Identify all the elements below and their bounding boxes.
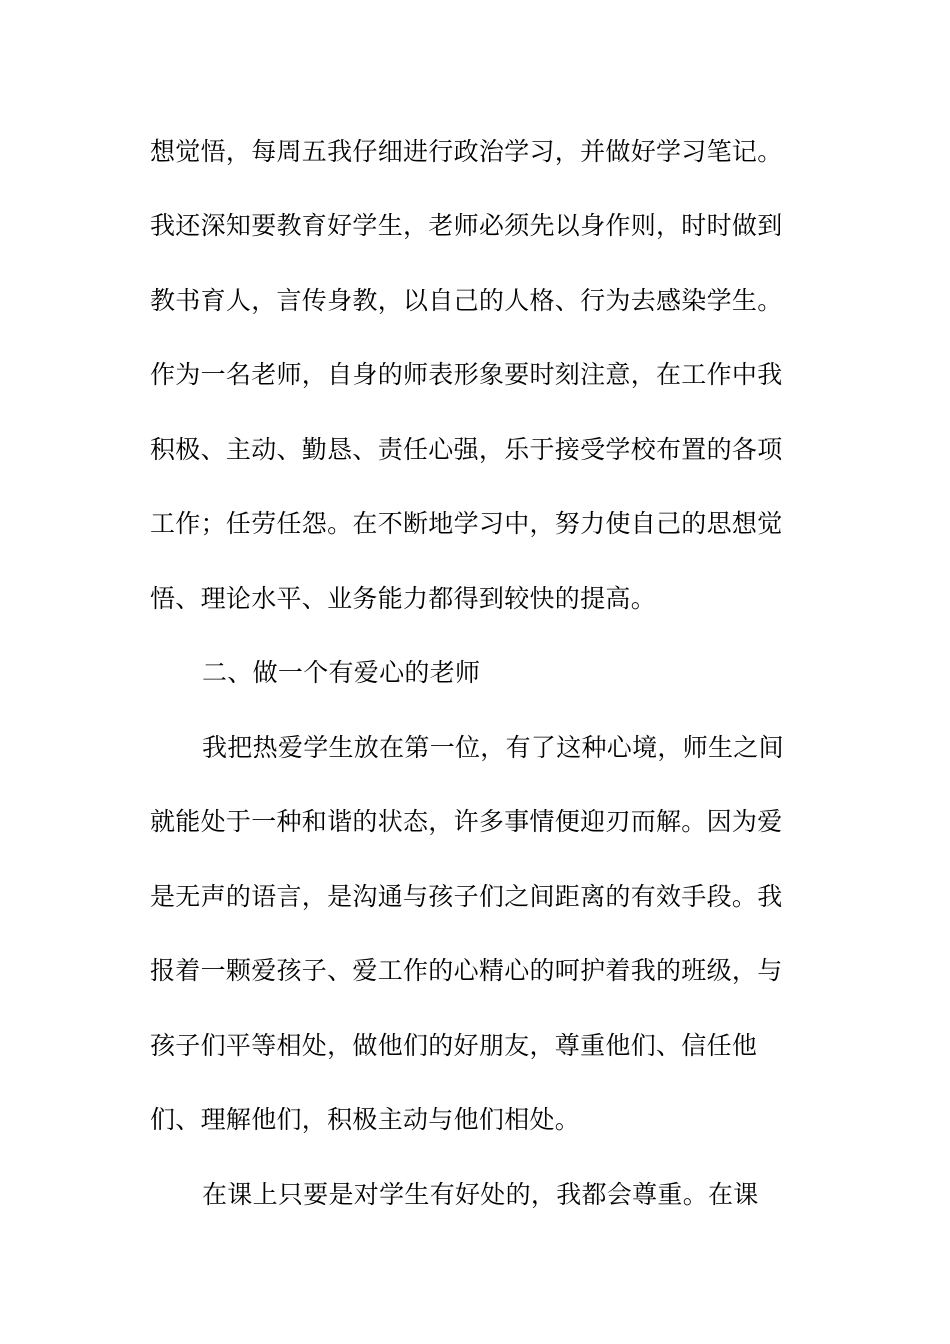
text-line: 是无声的语言，是沟通与孩子们之间距离的有效手段。我 [150,882,783,911]
text-line: 我把热爱学生放在第一位，有了这种心境，师生之间 [202,733,784,762]
text-line: 作为一名老师，自身的师表形象要时刻注意，在工作中我 [150,360,783,389]
section-heading: 二、做一个有爱心的老师 [202,658,481,687]
text-line: 孩子们平等相处，做他们的好朋友，尊重他们、信任他 [150,1031,758,1060]
text-line: 积极、主动、勤恳、责任心强，乐于接受学校布置的各项 [150,435,783,464]
text-line: 想觉悟，每周五我仔细进行政治学习，并做好学习笔记。 [150,137,783,166]
text-line: 我还深知要教育好学生，老师必须先以身作则，时时做到 [150,211,783,240]
text-line: 工作；任劳任怨。在不断地学习中，努力使自己的思想觉 [150,509,783,538]
text-line: 们、理解他们，积极主动与他们相处。 [150,1105,581,1134]
text-line: 教书育人，言传身教，以自己的人格、行为去感染学生。 [150,286,783,315]
text-line: 悟、理论水平、业务能力都得到较快的提高。 [150,584,657,613]
text-line: 报着一颗爱孩子、爱工作的心精心的呵护着我的班级，与 [150,956,783,985]
text-line: 就能处于一种和谐的状态，许多事情便迎刃而解。因为爱 [150,807,783,836]
text-line: 在课上只要是对学生有好处的，我都会尊重。在课 [202,1180,759,1209]
